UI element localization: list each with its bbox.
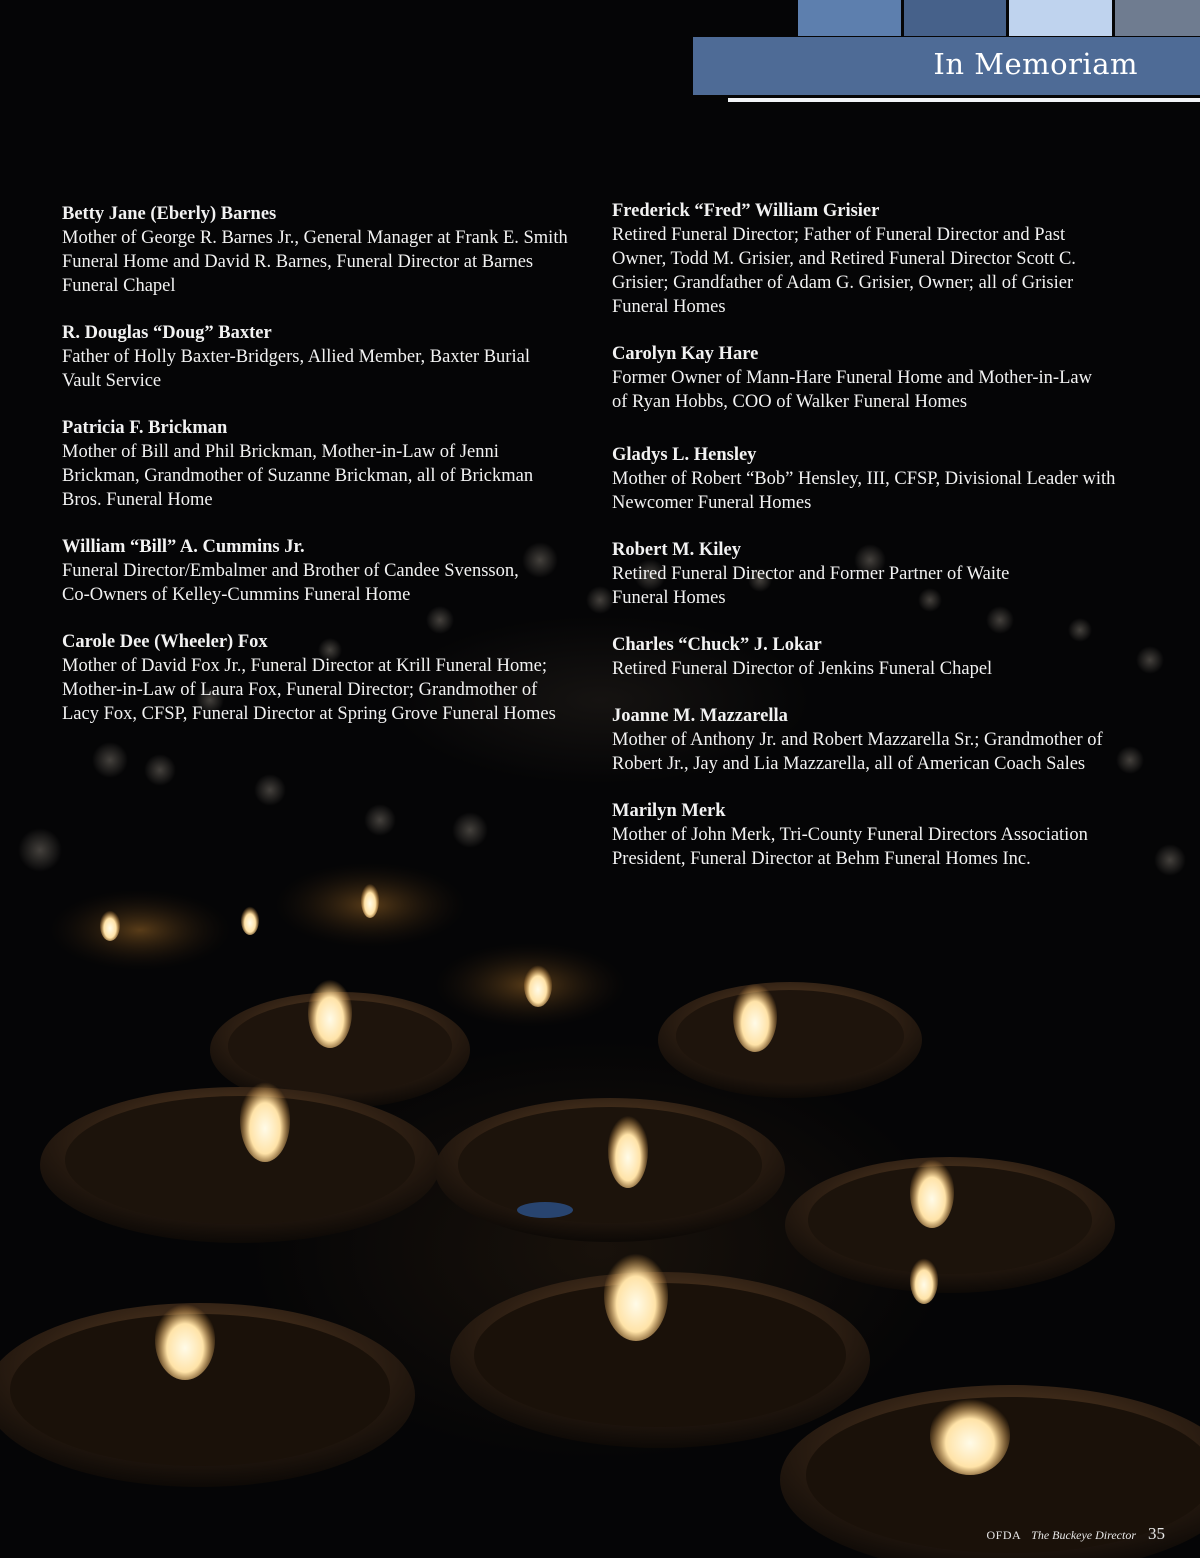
obituary-name: Marilyn Merk: [612, 801, 726, 821]
obituary-description: Funeral Director/Embalmer and Brother of Candee Svensson, Co-Owners of Kelley-Cummins Funeral Home: [62, 561, 519, 605]
obituary-name: R. Douglas “Doug” Baxter: [62, 323, 272, 343]
obituary-name: Frederick “Fred” William Grisier: [612, 201, 880, 221]
page-number: 35: [1148, 1524, 1165, 1543]
obituary-entry: [612, 799, 1152, 871]
obituary-name: Carole Dee (Wheeler) Fox: [62, 632, 268, 652]
obituary-column-left: [62, 202, 597, 726]
obituary-entry: [62, 630, 597, 726]
obituary-description: Former Owner of Mann-Hare Funeral Home and Mother-in-Law of Ryan Hobbs, COO of Walker Funeral Homes: [612, 368, 1092, 412]
obituary-description: Retired Funeral Director; Father of Funeral Director and Past Owner, Todd M. Grisier, and Retired Funeral Director Scott C. Grisier; Grandfather of Adam G. Grisier, Owner; all of Grisier Funeral Homes: [612, 225, 1076, 317]
obituary-entry: [612, 538, 1152, 610]
obituary-description: Mother of George R. Barnes Jr., General Manager at Frank E. Smith Funeral Home and David R. Barnes, Funeral Director at Barnes Funeral Chapel: [62, 228, 568, 296]
obituary-name: Gladys L. Hensley: [612, 445, 757, 465]
page-footer: [986, 1524, 1165, 1544]
obituary-description: Mother of Robert “Bob” Hensley, III, CFSP, Divisional Leader with Newcomer Funeral Homes: [612, 469, 1116, 513]
footer-magazine-title: The Buckeye Director: [1031, 1528, 1136, 1542]
obituary-description: Father of Holly Baxter-Bridgers, Allied Member, Baxter Burial Vault Service: [62, 347, 530, 391]
obituary-name: Carolyn Kay Hare: [612, 344, 759, 364]
obituary-entry: [62, 535, 597, 607]
footer-org-name: OFDA: [986, 1528, 1022, 1542]
obituary-entry: [612, 704, 1152, 776]
title-underline-rule: [728, 98, 1200, 102]
obituary-name: Patricia F. Brickman: [62, 418, 228, 438]
header-color-block-4: [1115, 0, 1200, 36]
obituary-name: Joanne M. Mazzarella: [612, 706, 788, 726]
obituary-entry: [612, 633, 1152, 681]
obituary-name: William “Bill” A. Cummins Jr.: [62, 537, 305, 557]
obituary-description: Retired Funeral Director of Jenkins Funeral Chapel: [612, 659, 993, 679]
obituary-name: Robert M. Kiley: [612, 540, 741, 560]
section-title: In Memoriam: [933, 47, 1138, 81]
obituary-entry: [62, 202, 597, 298]
obituary-description: Mother of John Merk, Tri-County Funeral Directors Association President, Funeral Director at Behm Funeral Homes Inc.: [612, 825, 1088, 869]
obituary-name: Charles “Chuck” J. Lokar: [612, 635, 822, 655]
section-title-band: [693, 37, 1200, 95]
header-color-block-1: [798, 0, 901, 36]
obituary-entry: [612, 443, 1152, 515]
obituary-entry: [612, 199, 1152, 319]
obituary-description: Mother of Bill and Phil Brickman, Mother-in-Law of Jenni Brickman, Grandmother of Suzanne Brickman, all of Brickman Bros. Funeral Home: [62, 442, 534, 510]
obituary-description: Mother of David Fox Jr., Funeral Director at Krill Funeral Home; Mother-in-Law of Laura Fox, Funeral Director; Grandmother of Lacy Fox, CFSP, Funeral Director at Spring Grove Funeral Homes: [62, 656, 556, 724]
obituary-column-right: [612, 199, 1152, 871]
header-color-block-2: [904, 0, 1006, 36]
obituary-entry: [612, 342, 1152, 414]
obituary-entry: [62, 416, 597, 512]
header-color-block-3: [1009, 0, 1112, 36]
obituary-description: Retired Funeral Director and Former Partner of Waite Funeral Homes: [612, 564, 1010, 608]
obituary-description: Mother of Anthony Jr. and Robert Mazzarella Sr.; Grandmother of Robert Jr., Jay and Lia Mazzarella, all of American Coach Sales: [612, 730, 1103, 774]
obituary-name: Betty Jane (Eberly) Barnes: [62, 204, 277, 224]
obituary-entry: [62, 321, 597, 393]
